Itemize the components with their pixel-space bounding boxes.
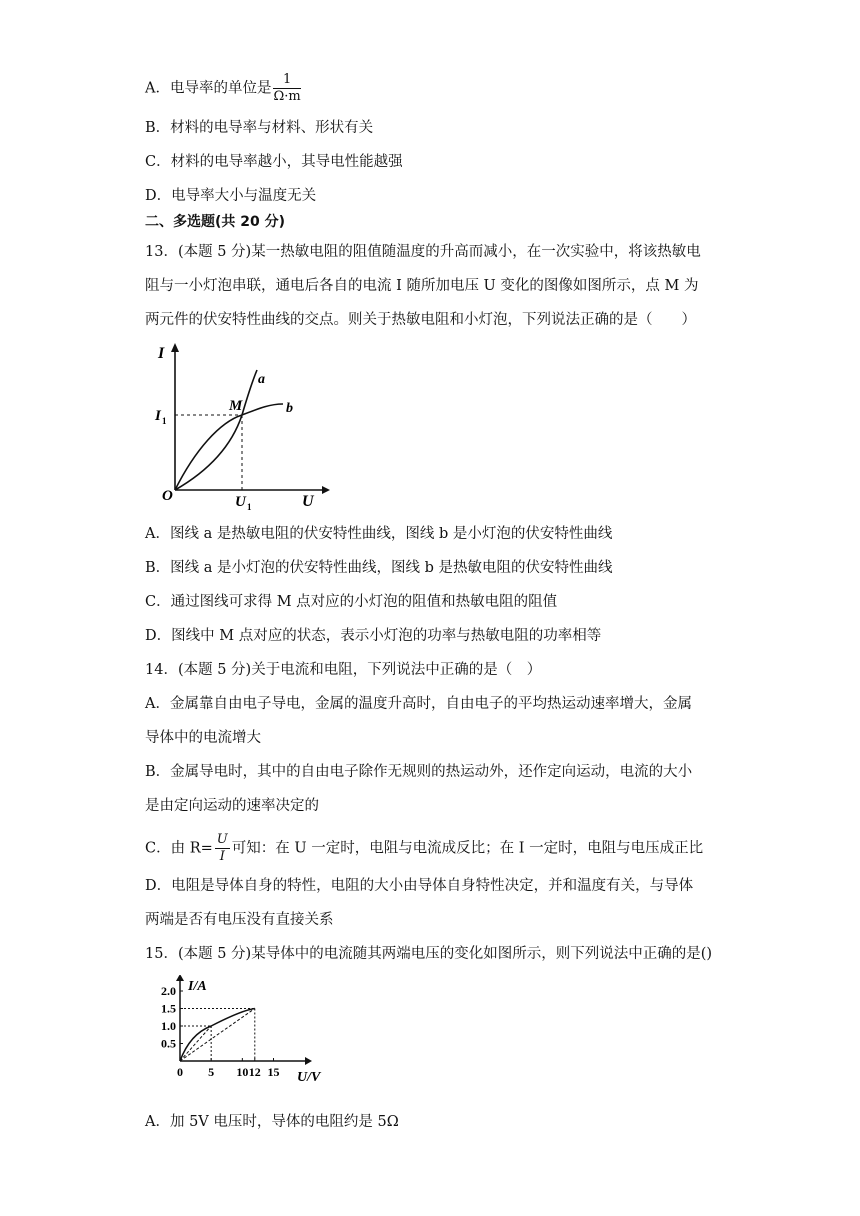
fraction-denominator: I: [219, 849, 225, 864]
y-tick-label: 1.5: [161, 1001, 176, 1016]
chord-line: [180, 1026, 211, 1061]
fraction-numerator: 1: [273, 72, 300, 89]
chord-line: [180, 1009, 255, 1062]
section-heading: 二、多选题(共 20 分): [145, 214, 286, 230]
x-tick-label: 12: [248, 1065, 261, 1079]
x-tick-label: 15: [267, 1065, 280, 1079]
q13-option-d: D．图线中 M 点对应的状态，表示小灯泡的功率与热敏电阻的功率相等: [145, 628, 602, 644]
q13-iu-graph: [150, 340, 330, 512]
x-tick-label: 0: [177, 1065, 183, 1079]
q15-iu-chart: [155, 975, 335, 1087]
x-axis-arrow-icon: [322, 486, 330, 494]
q13-option-b: B．图线 a 是小灯泡的伏安特性曲线，图线 b 是热敏电阻的伏安特性曲线: [145, 560, 613, 576]
q15-option-a: A．加 5V 电压时，导体的电阻约是 5Ω: [145, 1114, 399, 1130]
q14-option-c: [145, 832, 703, 865]
x-tick-label: 10: [236, 1065, 249, 1079]
q12-option-a-text: A．电导率的单位是: [145, 80, 272, 97]
q12-option-a: [145, 72, 303, 105]
q12-option-c: C．材料的电导率越小，其导电性能越强: [145, 154, 403, 170]
fraction-numerator: U: [216, 832, 228, 847]
curve-b-label: b: [286, 401, 293, 416]
q15-stem: 15．(本题 5 分)某导体中的电流随其两端电压的变化如图所示，则下列说法中正确的是(): [145, 946, 713, 962]
q12-option-b: B．材料的电导率与材料、形状有关: [145, 120, 374, 136]
y-axis-arrow-icon: [171, 343, 179, 352]
u1-label: U: [235, 494, 246, 510]
q14-option-b-line2: 是由定向运动的速率决定的: [145, 798, 319, 814]
q14-option-d-line2: 两端是否有电压没有直接关系: [145, 912, 334, 928]
q13-option-a: A．图线 a 是热敏电阻的伏安特性曲线，图线 b 是小灯泡的伏安特性曲线: [145, 526, 613, 542]
point-m-label: M: [229, 398, 243, 414]
u1-subscript: 1: [247, 502, 252, 512]
origin-label: O: [162, 488, 173, 504]
q14-option-a-line1: A．金属靠自由电子导电，金属的温度升高时，自由电子的平均热运动速率增大，金属: [145, 696, 692, 712]
q13-stem-line1: 13．(本题 5 分)某一热敏电阻的阻值随温度的升高而减小，在一次实验中，将该热敏电: [145, 244, 701, 260]
i1-subscript: 1: [162, 416, 167, 426]
q13-stem-line2: 阻与一小灯泡串联，通电后各自的电流 I 随所加电压 U 变化的图像如图所示，点 M 为: [145, 278, 699, 294]
q13-stem-line3: 两元件的伏安特性曲线的交点。则关于热敏电阻和小灯泡，下列说法正确的是（ ）: [145, 312, 696, 328]
y-axis-label: I: [158, 345, 165, 362]
y-tick-label: 0.5: [161, 1036, 176, 1051]
unit-fraction: [273, 72, 300, 105]
y-tick-label: 2.0: [161, 984, 176, 998]
q12-option-d: D．电导率大小与温度无关: [145, 188, 317, 204]
fraction-denominator: Ω·m: [273, 89, 301, 104]
q14-option-b-line1: B．金属导电时，其中的自由电子除作无规则的热运动外，还作定向运动，电流的大小: [145, 764, 693, 780]
q14-option-d-line1: D．电阻是导体自身的特性，电阻的大小由导体自身特性决定，并和温度有关，与导体: [145, 878, 694, 894]
i1-label: I: [155, 408, 161, 424]
curve-b: [175, 404, 283, 490]
x-axis-arrow-icon: [305, 1057, 312, 1065]
x-tick-label: 5: [208, 1065, 215, 1079]
r-formula-fraction: [215, 832, 230, 865]
curve-a-label: a: [258, 372, 265, 387]
q13-option-c: C．通过图线可求得 M 点对应的小灯泡的阻值和热敏电阻的阻值: [145, 594, 558, 610]
y-axis-arrow-icon: [176, 975, 184, 981]
q14-option-c-text: 可知：在 U 一定时，电阻与电流成反比；在 I 一定时，电阻与电压成正比: [231, 840, 704, 857]
y-tick-label: 1.0: [161, 1019, 176, 1033]
y-axis-label: I/A: [188, 979, 207, 994]
curve-a: [175, 370, 257, 490]
q14-option-c-prefix: C．由 R=: [145, 840, 213, 857]
q14-option-a-line2: 导体中的电流增大: [145, 730, 261, 746]
q14-stem: 14．(本题 5 分)关于电流和电阻，下列说法中正确的是（ ）: [145, 662, 542, 678]
x-axis-label: U/V: [297, 1070, 321, 1085]
x-axis-label: U: [302, 493, 314, 510]
